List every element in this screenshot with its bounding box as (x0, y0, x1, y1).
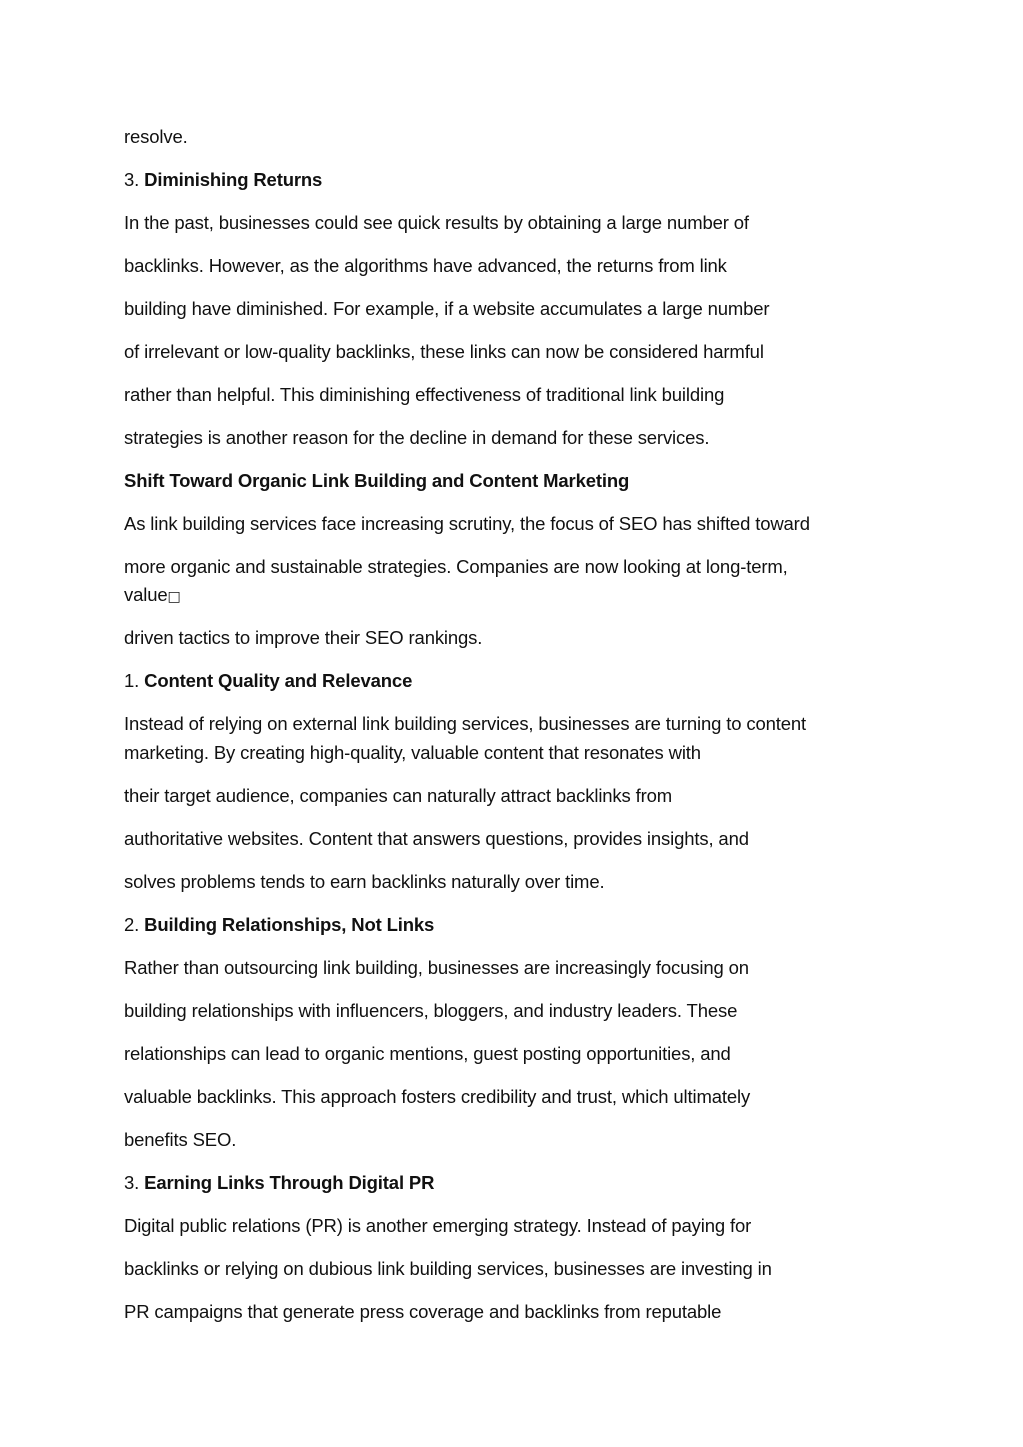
body-line: rather than helpful. This diminishing effectiveness of traditional link building (124, 384, 725, 405)
body-line: In the past, businesses could see quick results by obtaining a large number of (124, 212, 749, 233)
body-line: backlinks or relying on dubious link building services, businesses are investing in (124, 1258, 772, 1279)
body-line (124, 584, 181, 608)
body-line: PR campaigns that generate press coverage and backlinks from reputable (124, 1301, 722, 1322)
body-line: more organic and sustainable strategies. Companies are now looking at long-term, (124, 556, 788, 577)
body-line: building have diminished. For example, if a website accumulates a large number (124, 298, 770, 319)
subheading-text: Building Relationships, Not Links (144, 914, 435, 935)
section-heading: Shift Toward Organic Link Building and Content Marketing (124, 470, 630, 491)
list-number: 1. (124, 670, 140, 691)
body-line: strategies is another reason for the decline in demand for these services. (124, 427, 710, 448)
body-line: resolve. (124, 126, 188, 147)
subheading-diminishing-returns (124, 169, 322, 191)
body-line: their target audience, companies can naturally attract backlinks from (124, 785, 673, 806)
body-line: relationships can lead to organic mentions, guest posting opportunities, and (124, 1043, 731, 1064)
subheading-text: Content Quality and Relevance (144, 670, 413, 691)
body-line: Instead of relying on external link building services, businesses are turning to content (124, 713, 806, 734)
body-line: benefits SEO. (124, 1129, 237, 1150)
subheading-text: Diminishing Returns (144, 169, 323, 190)
body-line: solves problems tends to earn backlinks naturally over time. (124, 871, 605, 892)
list-number: 3. (124, 1172, 140, 1193)
body-line: authoritative websites. Content that answers questions, provides insights, and (124, 828, 749, 849)
list-number: 2. (124, 914, 140, 935)
body-line: Digital public relations (PR) is another emerging strategy. Instead of paying for (124, 1215, 752, 1236)
body-line: As link building services face increasing scrutiny, the focus of SEO has shifted toward (124, 513, 810, 534)
subheading-content-quality (124, 670, 412, 692)
missing-glyph-box: □ (167, 589, 181, 605)
body-line: backlinks. However, as the algorithms have advanced, the returns from link (124, 255, 727, 276)
body-line: marketing. By creating high-quality, valuable content that resonates with (124, 742, 701, 763)
subheading-building-relationships (124, 914, 434, 936)
body-line: Rather than outsourcing link building, businesses are increasingly focusing on (124, 957, 749, 978)
body-text: value (124, 584, 168, 605)
body-line: of irrelevant or low-quality backlinks, these links can now be considered harmful (124, 341, 764, 362)
list-number: 3. (124, 169, 140, 190)
subheading-text: Earning Links Through Digital PR (144, 1172, 435, 1193)
subheading-digital-pr (124, 1172, 434, 1194)
body-line: driven tactics to improve their SEO rankings. (124, 627, 483, 648)
body-line: building relationships with influencers, bloggers, and industry leaders. These (124, 1000, 738, 1021)
body-line: valuable backlinks. This approach fosters credibility and trust, which ultimately (124, 1086, 751, 1107)
